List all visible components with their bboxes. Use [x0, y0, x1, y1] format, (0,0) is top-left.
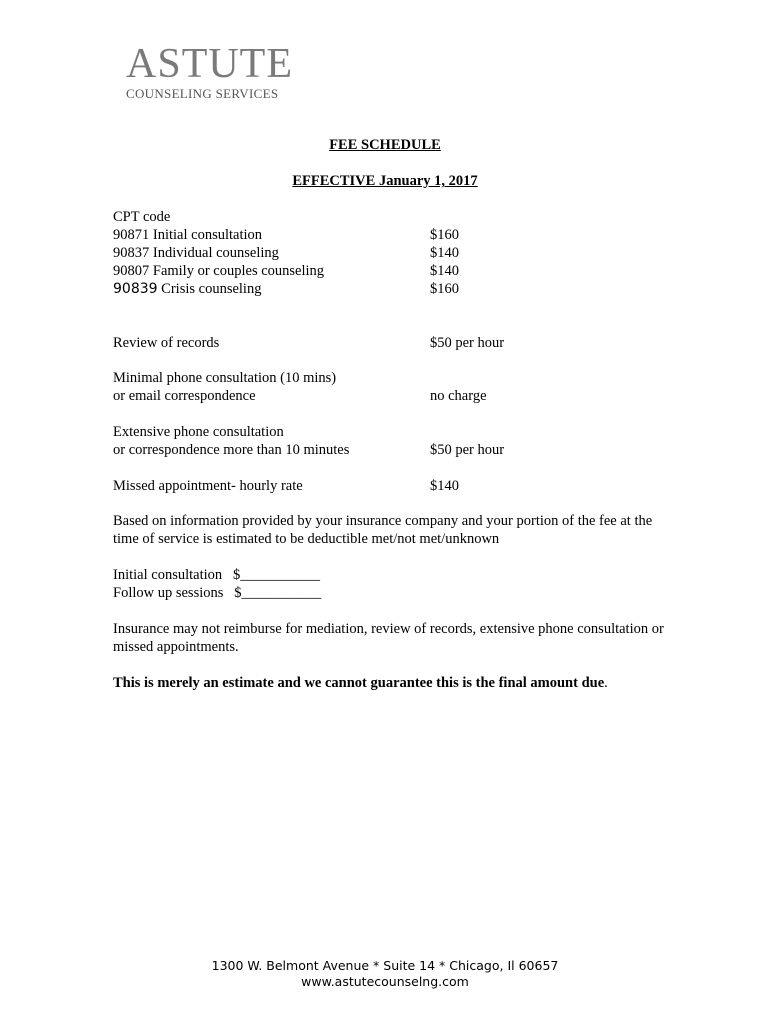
cpt-code: 90807 — [113, 263, 150, 279]
cpt-row — [113, 280, 261, 298]
initial-estimate-blank: $___________ — [233, 567, 321, 583]
missed-appointment-price: $140 — [430, 478, 459, 494]
extensive-phone-label-line2: or correspondence more than 10 minutes — [113, 442, 350, 458]
missed-appointment-label: Missed appointment- hourly rate — [113, 478, 303, 494]
initial-estimate-row — [113, 566, 320, 584]
cpt-description: Family or couples counseling — [152, 263, 325, 279]
cpt-description: Individual counseling — [152, 245, 279, 261]
footer-website: www.astutecounselng.com — [301, 974, 469, 989]
extensive-phone-label-line1: Extensive phone consultation — [113, 424, 284, 440]
followup-estimate-label: Follow up sessions — [113, 585, 224, 601]
document-title: FEE SCHEDULE — [329, 137, 441, 153]
cpt-row — [113, 262, 324, 280]
cpt-row — [113, 244, 279, 262]
footer-address: 1300 W. Belmont Avenue * Suite 14 * Chicago, Il 60657 — [211, 958, 559, 973]
cpt-price: $160 — [430, 227, 459, 243]
cpt-row — [113, 226, 262, 244]
initial-estimate-label: Initial consultation — [113, 567, 223, 583]
cpt-description: Crisis counseling — [161, 281, 262, 297]
followup-estimate-row — [113, 584, 321, 602]
logo-wordmark: ASTUTE — [126, 41, 293, 87]
cpt-price: $140 — [430, 263, 459, 279]
logo-tagline: COUNSELING SERVICES — [126, 86, 279, 101]
disclaimer-period: . — [604, 675, 608, 691]
cpt-code: 90871 — [113, 227, 150, 243]
disclaimer-text: This is merely an estimate and we cannot guarantee this is the final amount due — [113, 675, 605, 691]
company-logo — [126, 40, 293, 102]
followup-estimate-blank: $___________ — [234, 585, 322, 601]
review-records-label: Review of records — [113, 335, 220, 351]
minimal-phone-label-line1: Minimal phone consultation (10 mins) — [113, 370, 337, 386]
cpt-header: CPT code — [113, 209, 171, 225]
review-records-price: $50 per hour — [430, 335, 505, 351]
minimal-phone-price: no charge — [430, 388, 487, 404]
insurance-paragraph: Based on information provided by your insurance company and your portion of the fee at the time of service is estimated to be deductible met/not met/unknown — [113, 513, 653, 547]
cpt-code: 90837 — [113, 245, 150, 261]
cpt-price: $140 — [430, 245, 459, 261]
effective-date: EFFECTIVE January 1, 2017 — [292, 173, 478, 189]
minimal-phone-label-line2: or email correspondence — [113, 388, 256, 404]
reimbursement-paragraph: Insurance may not reimburse for mediation, review of records, extensive phone consultation or missed appointments. — [113, 621, 664, 655]
cpt-price: $160 — [430, 281, 459, 297]
cpt-description: Initial consultation — [152, 227, 263, 243]
cpt-code: 90839 — [113, 281, 158, 297]
disclaimer — [113, 674, 673, 692]
extensive-phone-price: $50 per hour — [430, 442, 505, 458]
